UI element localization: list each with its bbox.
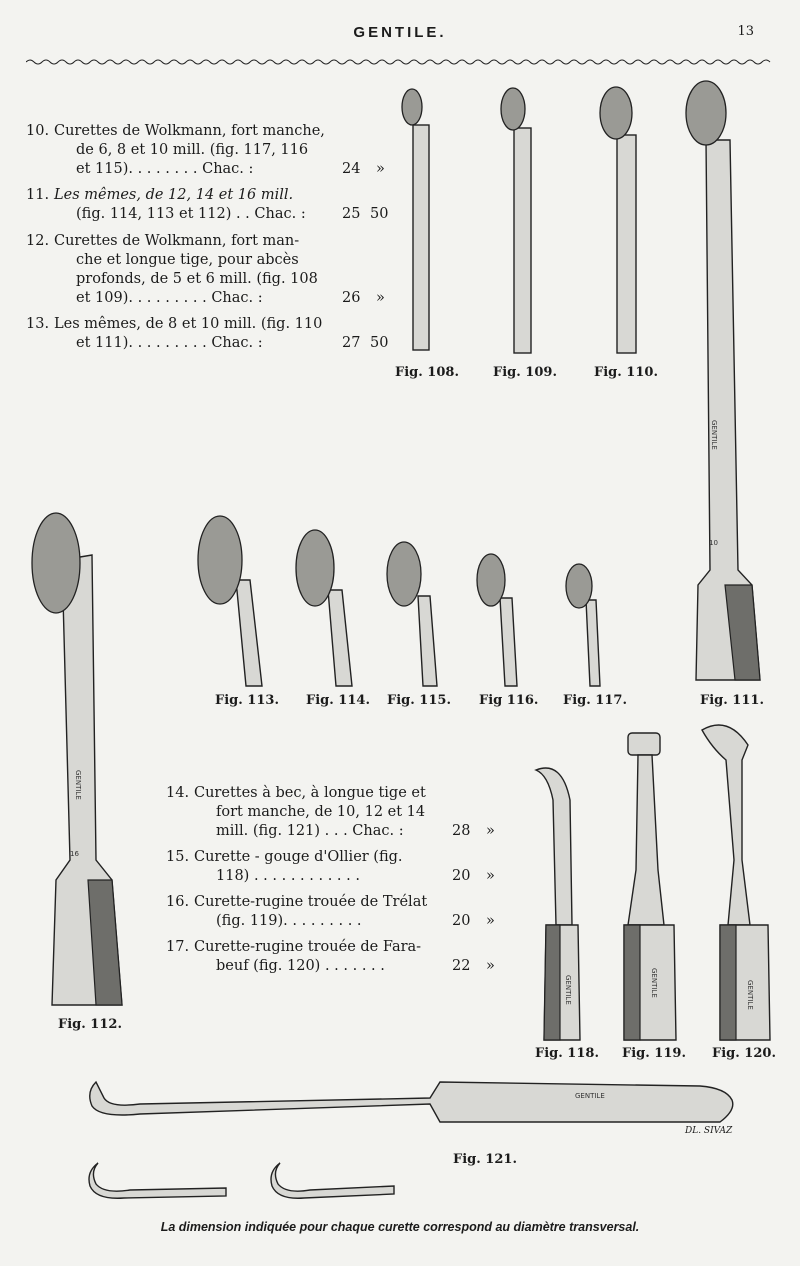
entry-line: Curette-rugine trouée de Fara-	[194, 939, 422, 955]
entry-line: Les mêmes, de 8 et 10 mill. (fig. 110	[54, 316, 323, 332]
stamp-112-size: 16	[70, 850, 79, 858]
entry-line: che et longue tige, pour abcès	[76, 252, 299, 268]
entry-line: fort manche, de 10, 12 et 14	[216, 804, 426, 820]
entry-line: beuf (fig. 120) . . . . . . .	[216, 958, 385, 974]
entry-cents: 50	[370, 335, 389, 351]
entry-line: Curettes de Wolkmann, fort manche,	[54, 123, 325, 139]
entry-line: 118) . . . . . . . . . . . .	[216, 868, 360, 884]
entry-line: Curettes à bec, à longue tige et	[194, 785, 426, 801]
entry-line: profonds, de 5 et 6 mill. (fig. 108	[76, 271, 318, 287]
caption-fig-110: Fig. 110.	[594, 365, 658, 380]
entry-line: (fig. 119). . . . . . . . .	[216, 913, 362, 929]
caption-fig-118: Fig. 118.	[535, 1046, 599, 1061]
entry-line: mill. (fig. 121) . . . Chac. :	[216, 823, 404, 839]
stamp-121-maker: GENTILE	[575, 1092, 605, 1100]
entry-price: 20	[452, 868, 471, 884]
stamp-111-size: 10	[709, 539, 718, 547]
entry-cents: »	[376, 161, 385, 177]
entry-number: 14.	[166, 785, 190, 801]
curette-fig-112	[32, 513, 122, 1005]
caption-fig-111: Fig. 111.	[700, 693, 764, 708]
curette-fig-114	[296, 530, 352, 686]
page-number: 13	[737, 24, 754, 39]
footer-note: La dimension indiquée pour chaque curette correspond au diamètre transversal.	[160, 1220, 640, 1234]
entry-price: 22	[452, 958, 471, 974]
curette-fig-108	[402, 89, 429, 350]
stamp-111-maker: GENTILE	[710, 420, 718, 450]
curette-fig-109	[501, 88, 531, 353]
entry-line: Les mêmes, de 12, 14 et 16 mill.	[54, 187, 294, 203]
curette-fig-110	[600, 87, 636, 353]
entry-cents: »	[376, 290, 385, 306]
entry-line: (fig. 114, 113 et 112) . . Chac. :	[76, 206, 306, 222]
caption-fig-115: Fig. 115.	[387, 693, 451, 708]
entry-line: et 115). . . . . . . . Chac. :	[76, 161, 254, 177]
entry-number: 17.	[166, 939, 190, 955]
curette-fig-117	[566, 564, 600, 686]
curette-fig-115	[387, 542, 437, 686]
entry-number: 15.	[166, 849, 190, 865]
entry-cents: »	[486, 823, 495, 839]
entry-line: Curette - gouge d'Ollier (fig.	[194, 849, 403, 865]
entry-number: 11.	[26, 187, 50, 203]
caption-fig-108: Fig. 108.	[395, 365, 459, 380]
caption-fig-114: Fig. 114.	[306, 693, 370, 708]
entry-number: 13.	[26, 316, 50, 332]
entry-number: 16.	[166, 894, 190, 910]
caption-fig-109: Fig. 109.	[493, 365, 557, 380]
caption-fig-120: Fig. 120.	[712, 1046, 776, 1061]
entry-price: 28	[452, 823, 471, 839]
caption-fig-119: Fig. 119.	[622, 1046, 686, 1061]
stamp-120-maker: GENTILE	[746, 980, 754, 1010]
entry-cents: »	[486, 958, 495, 974]
caption-fig-117: Fig. 117.	[563, 693, 627, 708]
stamp-112-maker: GENTILE	[74, 770, 82, 800]
entry-line: Curette-rugine trouée de Trélat	[194, 894, 428, 910]
rugine-fig-120	[702, 725, 770, 1040]
curette-fig-113	[198, 516, 262, 686]
page-header-title: GENTILE.	[353, 24, 447, 41]
entry-price: 25	[342, 206, 361, 222]
entry-price: 26	[342, 290, 361, 306]
caption-fig-113: Fig. 113.	[215, 693, 279, 708]
caption-fig-121: Fig. 121.	[453, 1152, 517, 1167]
curette-gouge-fig-118	[536, 768, 580, 1040]
entry-line: et 109). . . . . . . . . Chac. :	[76, 290, 263, 306]
entry-line: de 6, 8 et 10 mill. (fig. 117, 116	[76, 142, 309, 158]
curette-fig-121	[89, 1082, 733, 1198]
entry-price: 24	[342, 161, 361, 177]
entry-cents: »	[486, 868, 495, 884]
caption-fig-116: Fig 116.	[479, 693, 539, 708]
curette-fig-111	[686, 81, 760, 680]
rugine-fig-119	[624, 733, 676, 1040]
stamp-118-maker: GENTILE	[564, 975, 572, 1005]
entry-cents: 50	[370, 206, 389, 222]
entry-number: 10.	[26, 123, 50, 139]
entry-number: 12.	[26, 233, 50, 249]
curette-fig-116	[477, 554, 517, 686]
stamp-119-maker: GENTILE	[650, 968, 658, 998]
entry-line: et 111). . . . . . . . . Chac. :	[76, 335, 263, 351]
engraver-signature: DL. SIVAZ	[685, 1126, 733, 1136]
entry-cents: »	[486, 913, 495, 929]
caption-fig-112: Fig. 112.	[58, 1017, 122, 1032]
entry-price: 20	[452, 913, 471, 929]
entry-line: Curettes de Wolkmann, fort man-	[54, 233, 300, 249]
entry-price: 27	[342, 335, 361, 351]
